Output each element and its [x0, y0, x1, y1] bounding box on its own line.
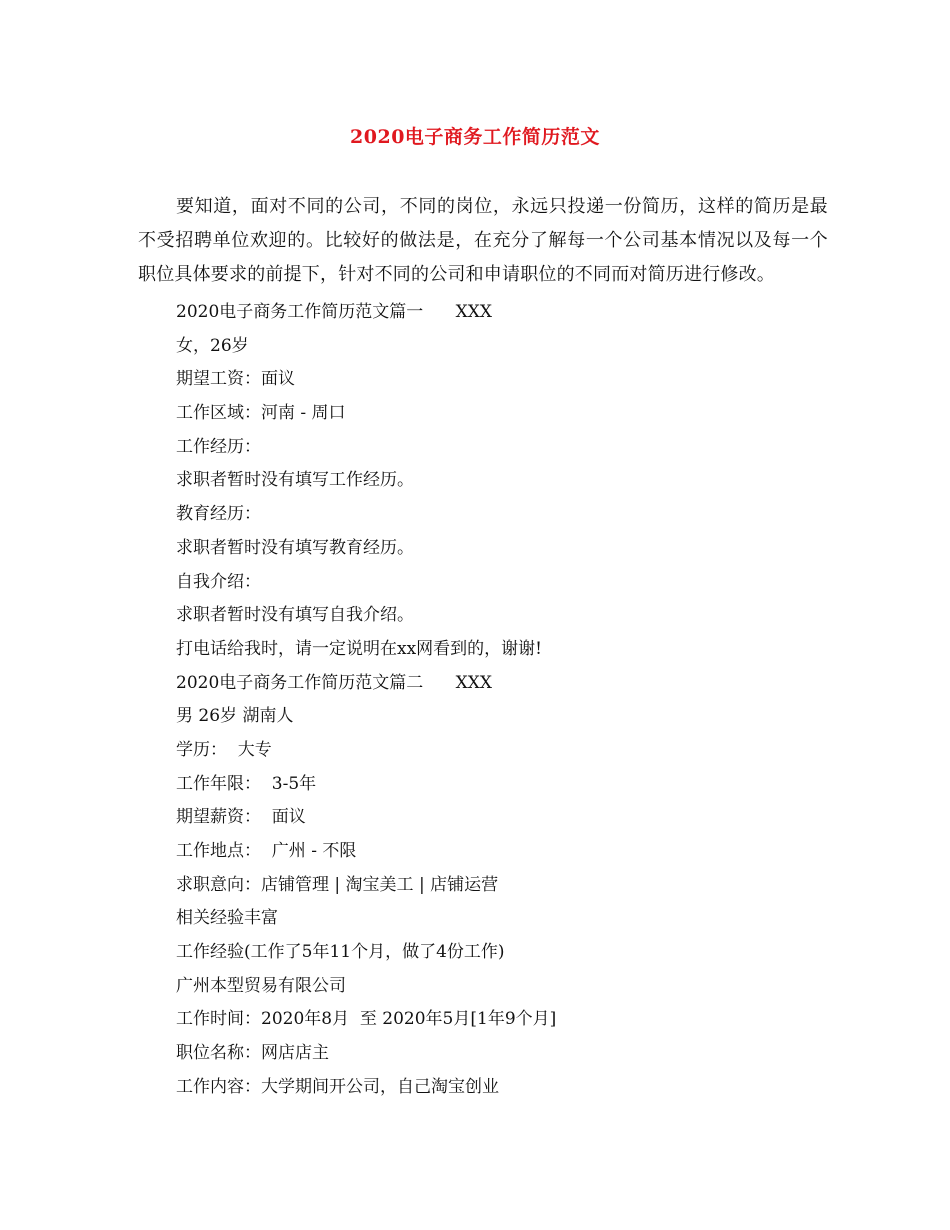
line-gender-age-origin: 男 26岁 湖南人: [176, 706, 294, 727]
line-work-region: 工作区域：河南 - 周口: [176, 403, 346, 424]
line-work-period: 工作时间：2020年8月 至 2020年5月[1年9个月]: [176, 1009, 557, 1030]
line-section-heading-1: 2020电子商务工作简历范文篇一 XXX: [176, 302, 492, 322]
line-work-experience-summary: 工作经验(工作了5年11个月，做了4份工作): [176, 942, 505, 963]
line-expected-salary: 期望工资：面议: [176, 369, 295, 390]
line-expected-pay: 期望薪资： 面议: [176, 807, 306, 828]
line-job-title: 职位名称：网店店主: [176, 1043, 329, 1064]
line-gender-age: 女，26岁: [176, 335, 249, 356]
line-education-label: 教育经历：: [176, 504, 261, 525]
line-self-intro-label: 自我介绍：: [176, 571, 261, 592]
document-title: 2020电子商务工作简历范文: [350, 126, 600, 148]
line-years-of-work: 工作年限： 3-5年: [176, 773, 317, 794]
line-job-content: 工作内容：大学期间开公司，自己淘宝创业: [176, 1076, 499, 1097]
line-education-empty: 求职者暂时没有填写教育经历。: [176, 537, 414, 558]
line-job-intention: 求职意向：店铺管理 | 淘宝美工 | 店铺运营: [176, 874, 499, 895]
line-work-location: 工作地点： 广州 - 不限: [176, 841, 357, 861]
resume-lines: [176, 296, 836, 1105]
line-education-level: 学历： 大专: [176, 739, 272, 760]
line-section-heading-2: 2020电子商务工作简历范文篇二 XXX: [176, 672, 492, 693]
line-experience-note: 相关经验丰富: [176, 908, 278, 929]
line-contact-note: 打电话给我时，请一定说明在xx网看到的，谢谢!: [176, 638, 543, 659]
intro-paragraph: 要知道，面对不同的公司，不同的岗位，永远只投递一份简历，这样的简历是最不受招聘单位欢迎的。比较好的做法是，在充分了解每一个公司基本情况以及每一个职位具体要求的前提下，针对不同的公司和申请职位的不同而对简历进行修改。: [138, 196, 828, 285]
line-company-name: 广州本型贸易有限公司: [176, 975, 346, 996]
line-self-intro-empty: 求职者暂时没有填写自我介绍。: [176, 605, 414, 626]
line-work-history-empty: 求职者暂时没有填写工作经历。: [176, 470, 414, 491]
line-work-history-label: 工作经历：: [176, 436, 261, 457]
